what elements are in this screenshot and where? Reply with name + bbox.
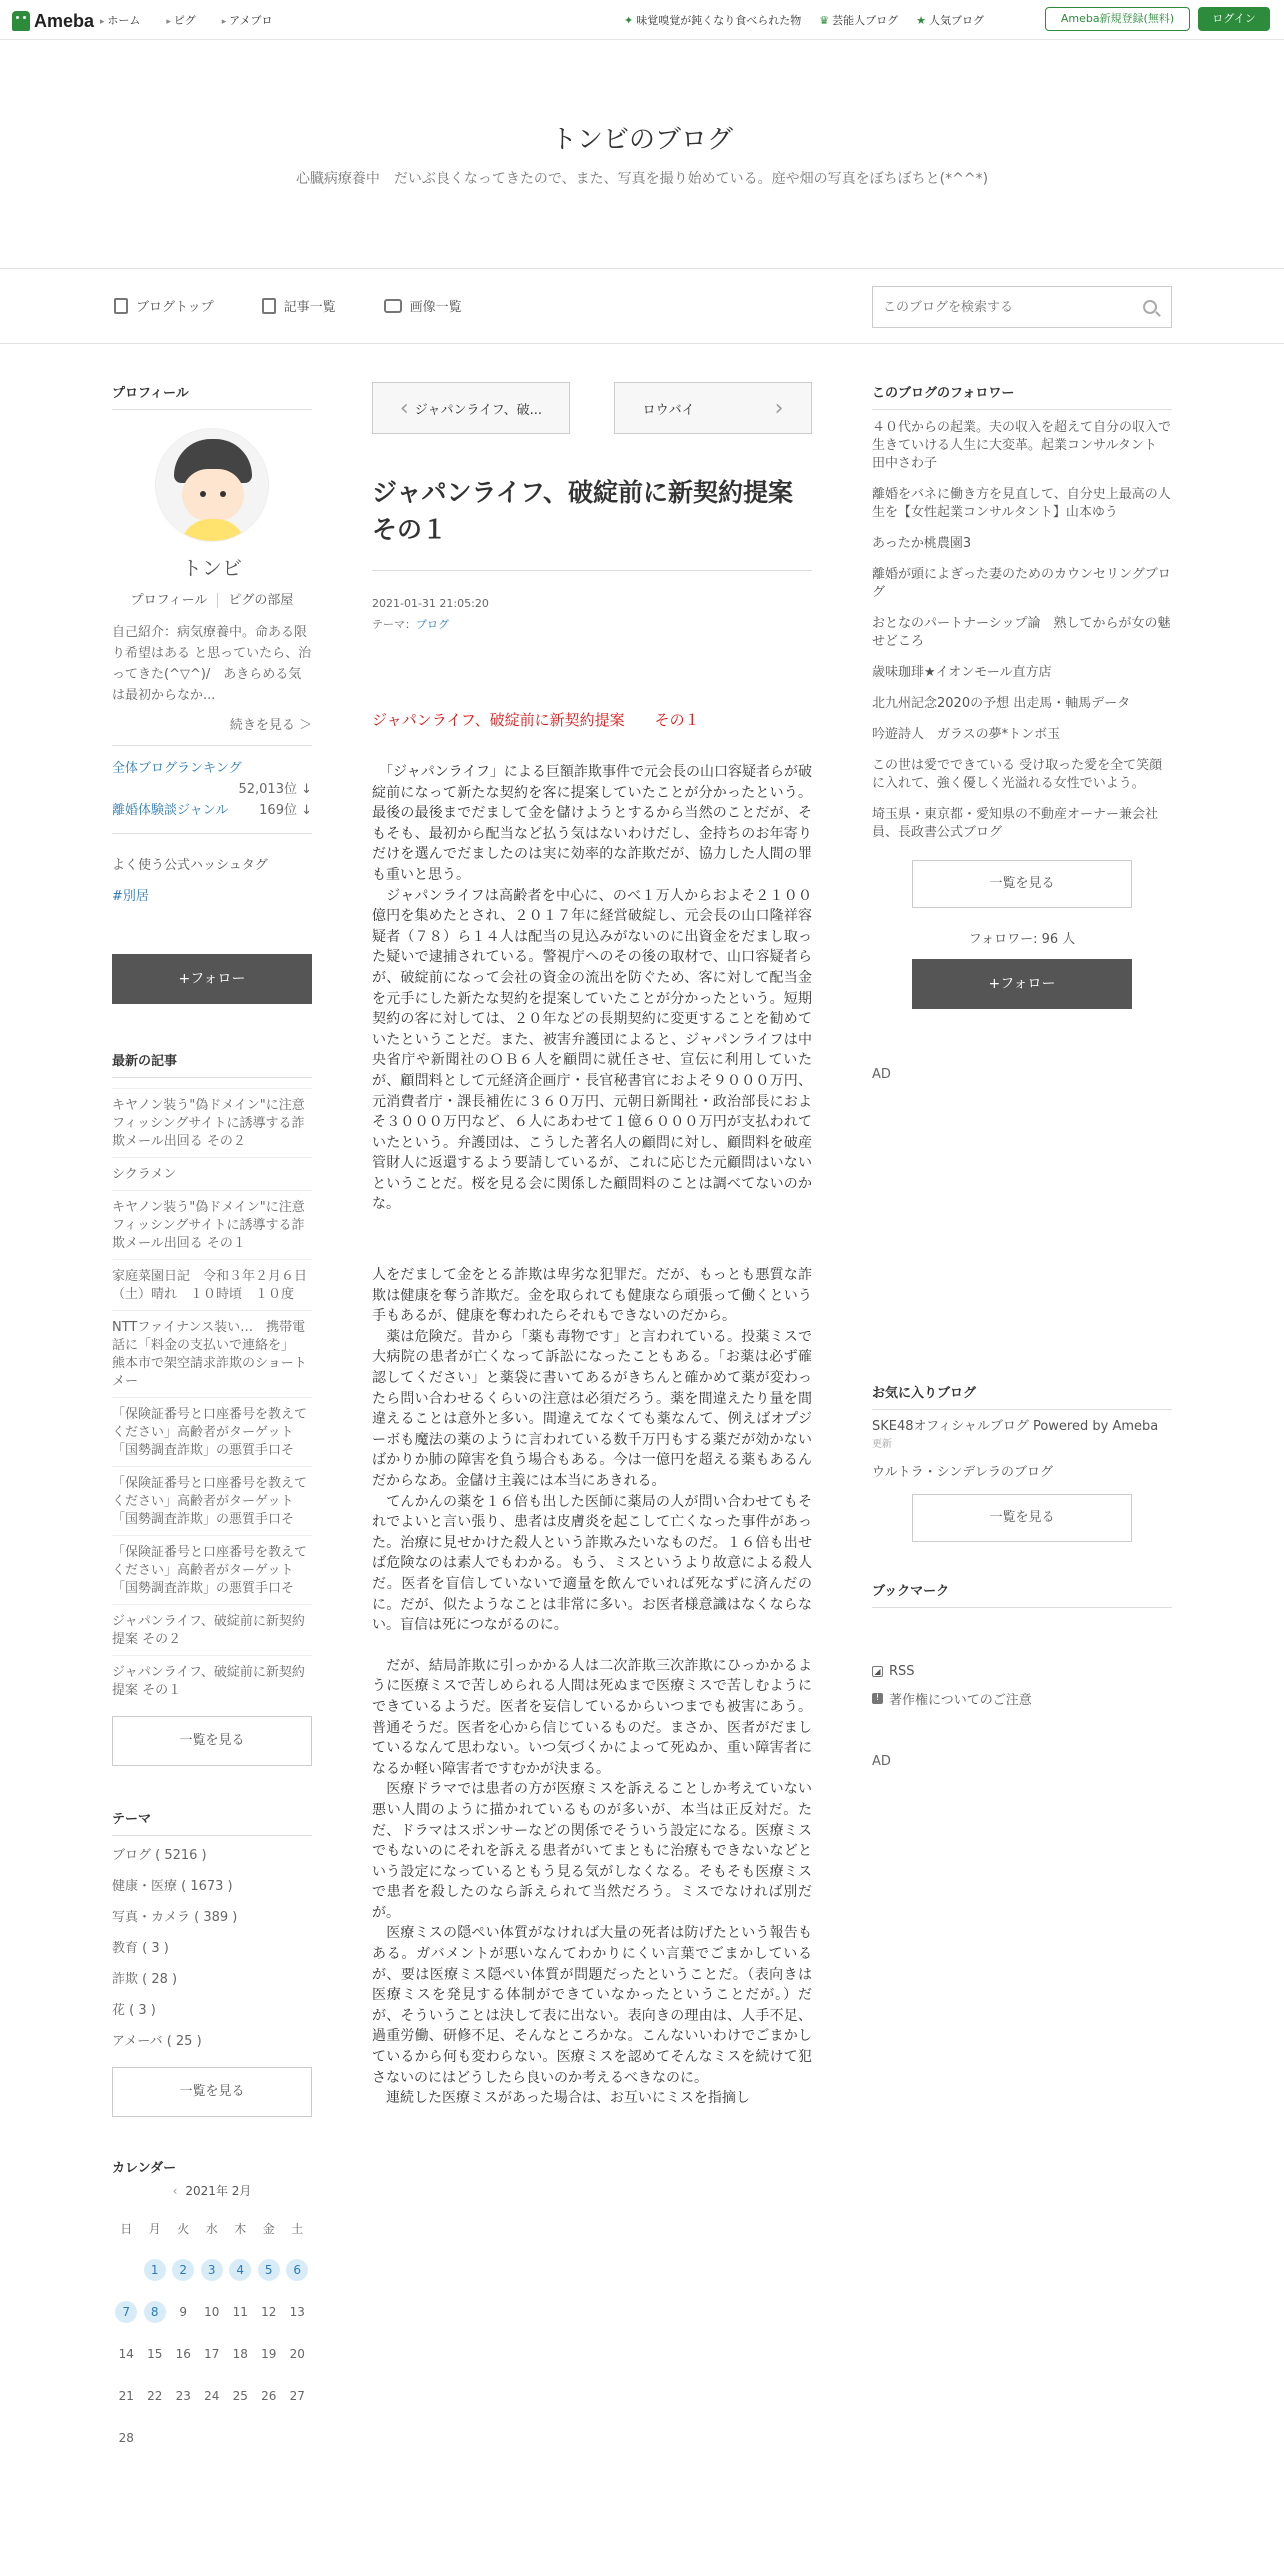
ameba-logo-text: Ameba [34,10,95,31]
main-content [372,382,812,2109]
calendar-weekday: 火 [177,2221,190,2236]
calendar-day[interactable] [283,2259,312,2281]
calendar-day [283,2305,312,2319]
calendar-day [169,2347,198,2361]
blog-description: 心臓病療養中 だいぶ良くなってきたので、また、写真を撮り始めている。庭や畑の写真をぼちぼちと(*^^*) [295,171,989,187]
calendar-day[interactable] [141,2301,170,2323]
left-sidebar [112,382,318,2459]
calendar-day-label: 2 [172,2259,194,2281]
article-theme-link[interactable]: ブログ [416,618,449,631]
calendar-day-label: 22 [147,2389,163,2403]
article-paragraph: 医療ドラマでは患者の方が医療ミスを訴えることしか考えていない悪い人間のように描かれているものが多いが、本当は正反対だ。ただ、ドラマはスポンサーなどの関係でそういう設定になる。医療ミスでもないのにそれを訴える患者がいてまともに治療もできないなどという設定になっているともう見る気がしなくなる。そもそも医療ミスで患者を殺したのなら訴えられて当然だろう。ミスでなければ別だが。 [372,1781,812,1921]
trend-link[interactable]: ✦ 味覚嗅覚が鈍くなり食べられた物 [624,14,802,27]
calendar-heading: カレンダー [112,2161,177,2176]
calendar-weekday: 水 [205,2221,218,2236]
overall-ranking-link[interactable]: 全体ブログランキング [112,761,242,776]
follower-link[interactable]: ４０代からの起業。夫の収入を超えて自分の収入で生きていける人生に大変革。起業コンサルタント 田中さわ子 [872,420,1172,471]
article-pager [372,382,812,434]
ranking [112,758,312,821]
calendar-day [198,2347,227,2361]
chevron-left-icon[interactable]: ‹ [172,2184,178,2198]
calendar-day [112,2389,141,2403]
tab-article-list[interactable]: 記事一覧 [262,296,336,315]
recent-articles [112,1088,318,1706]
calendar-day [169,2305,198,2319]
tab-image-list[interactable]: 画像一覧 [384,296,462,315]
register-button[interactable]: Ameba新規登録(無料) [1045,7,1190,31]
ad-label: AD [872,1754,891,1769]
follower-link[interactable]: 歳味珈琲★イオンモール直方店 [872,665,1052,680]
calendar-day[interactable] [169,2259,198,2281]
calendar-day-label: 19 [261,2347,277,2361]
chevron-left-icon: ‹ [399,395,409,421]
theme-link[interactable]: 詐欺 ( 28 ) [112,1972,178,1987]
calendar-day-label: 28 [118,2431,134,2445]
follower-link[interactable]: 埼玉県・東京都・愛知県の不動産オーナー兼会社員、長政書公式ブログ [872,807,1159,840]
follower-link[interactable]: あったか桃農園3 [872,536,972,551]
calendar-day-label: 21 [118,2389,134,2403]
search-icon[interactable] [1143,300,1157,314]
calendar-day-label: 11 [232,2305,248,2319]
copyright-link[interactable]: ! 著作権についてのご注意 [872,1689,1172,1708]
recent-article-link[interactable]: キヤノン装う"偽ドメイン"に注意 フィッシングサイトに誘導する詐欺メール出回る その１ [112,1190,312,1259]
theme-list-button[interactable]: 一覧を見る [112,2067,312,2117]
calendar-grid [112,2207,312,2459]
calendar-weekday: 月 [148,2221,161,2236]
calendar-day-label: 13 [289,2305,305,2319]
profile-heading: プロフィール [112,382,312,410]
ameba-logo[interactable] [12,10,94,32]
favorite-list [872,1410,1172,1482]
login-button[interactable]: ログイン [1198,7,1270,31]
theme-link[interactable]: アメーバ ( 25 ) [112,2034,202,2049]
header-links [624,12,984,28]
favorites-list-button[interactable]: 一覧を見る [912,1494,1132,1542]
calendar-week [112,2417,312,2459]
document-icon [114,298,128,314]
followers-list-button[interactable]: 一覧を見る [912,860,1132,908]
calendar-day-label: 24 [204,2389,220,2403]
article-paragraph: 医療ミスの隠ぺい体質がなければ大量の死者は防げたという報告もある。ガバメントが悪いなんてわかりにくい言葉でごまかしているが、要は医療ミス隠ぺい体質が問題だったということだ。（表向きは医療ミスを発見する体制ができていなかったということだが。）だが、そういうことは決して表に出ない。表向きの理由は、人手不足、過重労働、研修不足、そんなところかな。こんないいわけでごまかしているから何も変わらない。医療ミスを認めてそんなミスを続けて犯さないのにはどうしたら良いのか考えるべきなのに。 [372,1925,812,2086]
calendar-day-label: 9 [179,2305,188,2319]
favorites-heading: お気に入りブログ [872,1382,1172,1410]
blog-title[interactable]: トンビのブログ [550,125,733,155]
article-paragraph: 連続した医療ミスがあった場合は、お互いにミスを指摘し [372,2090,750,2107]
calendar-day [169,2389,198,2403]
followers-heading: このブログのフォロワー [872,382,1172,410]
follower-link[interactable]: おとなのパートナーシップ論 熟してからが女の魅せどころ [872,616,1171,649]
article-subheading: ジャパンライフ、破綻前に新契約提案 その１ [372,711,700,729]
recent-article-link[interactable]: シクラメン [112,1157,312,1190]
calendar-day [112,2431,141,2445]
calendar-day-label: 25 [232,2389,248,2403]
calendar-day [226,2389,255,2403]
calendar-week [112,2291,312,2333]
follower-list [872,412,1172,848]
theme-link[interactable]: ブログ ( 5216 ) [112,1848,207,1863]
calendar-weekday: 日 [120,2221,133,2236]
right-sidebar [872,382,1172,1769]
read-more-link[interactable]: 続きを見る ＞ [229,718,312,733]
calendar-day [198,2389,227,2403]
article-meta: 2021-01-31 21:05:20 テーマ：ブログ [372,593,812,635]
calendar-day[interactable] [112,2301,141,2323]
recent-article-link[interactable]: 「保険証番号と口座番号を教えてください」高齢者がターゲット「国勢調査詐欺」の悪質手口そ [112,1397,312,1466]
article-paragraph: だが、結局詐欺に引っかかる人は二次詐欺三次詐欺にひっかかるように医療ミスで苦しめられる人間は死ぬまで医療ミスで苦しむようにできているようだ。医者を妄信しているからいつまでも被害にあう。普通そうだ。医者を心から信じているものだ。まさか、医者がだましているなんて思わない。いつ気づくかによって死ぬか、重い障害者になるか軽い障害者ですむかが決まる。 [372,1657,812,1777]
article-body [372,762,812,2109]
camera-icon [384,299,402,313]
follower-link[interactable]: 吟遊詩人 ガラスの夢*トンボ玉 [872,727,1061,742]
profile-intro: 自己紹介：病気療養中。命ある限り希望はある と思っていたら、治ってきた(^▽^)/ あきらめる気は最初からなか... [112,625,312,703]
nav-ameblo[interactable]: ▸ アメブロ [222,12,273,28]
follower-link[interactable]: 離婚が頭によぎった妻のためのカウンセリングブログ [872,567,1171,600]
calendar-day-label: 7 [115,2301,137,2323]
warning-icon: ! [872,1693,883,1704]
genre-ranking [112,800,312,821]
recent-list-button[interactable]: 一覧を見る [112,1716,312,1766]
nav-pigg[interactable]: ▸ ピグ [166,12,195,28]
global-header [0,0,1284,40]
theme-heading: テーマ [112,1808,312,1836]
calendar-day[interactable] [141,2259,170,2281]
profile-link[interactable]: プロフィール [130,593,208,608]
follower-count: フォロワー: 96 人 [968,932,1076,947]
theme-list [112,1840,312,2057]
calendar-weekdays [112,2207,312,2249]
calendar-day-label: 8 [144,2301,166,2323]
calendar-day [112,2347,141,2361]
blog-search [872,286,1172,328]
calendar-day [226,2305,255,2319]
theme-link[interactable]: 教育 ( 3 ) [112,1941,169,1956]
article-paragraph: ジャパンライフは高齢者を中心に、のべ１万人からおよそ２１００億円を集めたとされ、２０１７年に経営破綻し、元会長の山口隆祥容疑者（７８）ら１４人は配当の見込みがないのに出資金をだまし取った疑いで逮捕されている。警視庁へのその後の取材で、山口容疑者らが、破綻前になって会社の資金の流出を防ぐため、客に対して配当金を元手にした新たな契約を提案していたことが分かったという。短期契約の客に対しては、２０年などの長期契約に変更することを勧めていたということだ。また、被害弁護団によると、ジャパンライフは中央省庁や新聞社のＯＢ６人を顧問に就任させ、宣伝に利用していたが、顧問料として元経済企画庁・長官秘書官におよそ９０００万円、元消費者庁・課長補佐に３６０万円、元朝日新聞社・政治部長におよそ３０００万円など、６人にあわせて１億６０００万円が支払われていたという。弁護団は、こうした著名人の顧問に対し、顧問料を破産管財人に返還するよう要請しているが、これに応じた元顧問はいないということだ。桜を見る会に関係した顧問料のことは調べてないのかな。 [372,887,812,1213]
favorite-blog-link[interactable]: ウルトラ・シンデレラのブログ [872,1465,1054,1480]
calendar-day-label: 23 [175,2389,191,2403]
prev-article-button[interactable]: ‹ ジャパンライフ、破... [372,382,570,434]
calendar-day-label: 16 [175,2347,191,2361]
star-icon: ★ [916,14,926,27]
recent-article-link[interactable]: 「保険証番号と口座番号を教えてください」高齢者がターゲット「国勢調査詐欺」の悪質手口そ [112,1466,312,1535]
calendar-day-label: 15 [147,2347,163,2361]
calendar-day-label: 27 [289,2389,305,2403]
updated-badge: 更新 [872,1439,892,1450]
pigg-room-link[interactable]: ピグの部屋 [217,593,303,608]
blog-header [0,41,1284,269]
ameba-logo-icon [12,11,30,31]
calendar-day[interactable] [255,2259,284,2281]
calendar-day-label: 5 [258,2259,280,2281]
calendar-day [255,2305,284,2319]
calendar-weekday: 金 [262,2221,275,2236]
calendar-day [141,2389,170,2403]
chevron-right-icon: › [774,395,784,421]
calendar-day-label: 20 [289,2347,305,2361]
recent-article-link[interactable]: 「保険証番号と口座番号を教えてください」高齢者がターゲット「国勢調査詐欺」の悪質手口そ [112,1535,312,1604]
calendar-day-label: 6 [286,2259,308,2281]
calendar-day-label: 12 [261,2305,277,2319]
article-datetime: 2021-01-31 21:05:20 [372,597,489,610]
avatar[interactable] [155,428,269,542]
rss-icon: ◢ [872,1666,883,1677]
celebrity-blog-link[interactable]: ♛ 芸能人ブログ [819,14,899,27]
blog-nav [0,270,1284,344]
calendar-day-label: 14 [118,2347,134,2361]
copy-icon [262,298,276,314]
calendar-day-label: 26 [261,2389,277,2403]
calendar-day [255,2389,284,2403]
rss-link[interactable]: ◢ RSS [872,1664,1172,1679]
recent-article-link[interactable]: 家庭菜園日記 令和３年２月６日（土）晴れ １０時頃 １０度 [112,1259,312,1310]
hashtag-heading: よく使う公式ハッシュタグ [112,858,268,873]
calendar-day-label: 18 [232,2347,248,2361]
article-paragraph: 人をだまして金をとる詐欺は卑劣な犯罪だ。だが、もっとも悪質な詐欺は健康を奪う詐欺だ。金を取られても健康なら頑張って働くという手もあるが、健康を奪われたらそれもできないのだから。 [372,1267,812,1325]
hashtag-link[interactable]: #別居 [112,889,149,904]
calendar-weekday: 土 [291,2221,304,2236]
follow-button[interactable]: +フォロー [112,954,312,1004]
calendar-day[interactable] [226,2259,255,2281]
theme-link[interactable]: 写真・カメラ ( 389 ) [112,1910,238,1925]
calendar-day [198,2305,227,2319]
recent-article-link[interactable]: NTTファイナンス装い… 携帯電話に「料金の支払いで連絡を」 熊本市で架空請求詐欺のショートメー [112,1310,312,1397]
recent-heading: 最新の記事 [112,1050,312,1078]
genre-ranking-value: 169位 ↓ [259,803,312,818]
calendar-day [283,2389,312,2403]
article-paragraph: 「ジャパンライフ」による巨額詐欺事件で元会長の山口容疑者らが破綻前になって新たな契約を客に提案していたことが分かったという。最後の最後までだまして金を儲けようとするから当然のことだが、そもそも、最初から配当など払う気はないわけだし、金持ちのお年寄りだけを選んでだましたのは実に効率的な詐欺だが、協力した人間の罪も重いと思う。 [372,764,812,883]
calendar-day-label: 3 [201,2259,223,2281]
favorite-blog-link[interactable]: SKE48オフィシャルブログ Powered by Ameba 更新 [872,1410,1172,1454]
calendar-weekday: 木 [234,2221,247,2236]
search-input[interactable] [873,287,1123,327]
article-title: ジャパンライフ、破綻前に新契約提案 その１ [372,478,794,544]
popular-blog-link[interactable]: ★ 人気ブログ [916,14,984,27]
overall-ranking-value: 52,013位 ↓ [238,782,312,797]
crown-icon: ♛ [819,14,830,27]
nav-home[interactable]: ▸ ホーム [100,12,140,28]
recent-article-link[interactable]: ジャパンライフ、破綻前に新契約提案 その２ [112,1604,312,1655]
calendar-day-label: 4 [229,2259,251,2281]
theme-link[interactable]: 健康・医療 ( 1673 ) [112,1879,233,1894]
global-nav [100,12,273,28]
theme-link[interactable]: 花 ( 3 ) [112,2003,156,2018]
next-article-button[interactable]: ロウバイ › [614,382,812,434]
genre-ranking-link[interactable]: 離婚体験談ジャンル [112,803,229,818]
calendar-week [112,2333,312,2375]
recent-article-link[interactable]: ジャパンライフ、破綻前に新契約提案 その１ [112,1655,312,1706]
profile-name: トンビ [182,556,242,580]
calendar-day-label: 10 [204,2305,220,2319]
calendar-week [112,2375,312,2417]
calendar-month: ‹ 2021年 2月 [172,2184,252,2198]
sparkle-icon: ✦ [624,14,634,27]
tab-blog-top[interactable]: ブログトップ [114,296,214,315]
calendar-day [141,2347,170,2361]
calendar-day[interactable] [198,2259,227,2281]
calendar-day-label: 17 [204,2347,220,2361]
calendar-day [283,2347,312,2361]
calendar-week [112,2249,312,2291]
follow-button[interactable]: +フォロー [912,959,1132,1009]
follower-link[interactable]: この世は愛でできている 受け取った愛を全て笑顔に入れて、強く優しく光溢れる女性でいよう。 [872,758,1163,791]
follower-link[interactable]: 北九州記念2020の予想 出走馬・軸馬データ [872,696,1131,711]
follower-link[interactable]: 離婚をバネに働き方を見直して、自分史上最高の人生を【女性起業コンサルタント】山本ゆう [872,487,1171,520]
recent-article-link[interactable]: キヤノン装う"偽ドメイン"に注意 フィッシングサイトに誘導する詐欺メール出回る その２ [112,1088,312,1157]
ad-label: AD [872,1067,891,1082]
article-paragraph: 薬は危険だ。昔から「薬も毒物です」と言われている。投薬ミスで大病院の患者が亡くなって訴訟になったこともある。「お薬は必ず確認してください」と薬袋に書いてあるがきちんと確かめて薬が変わったら問い合わせるくらいの注意は必須だろう。薬を間違えたり量を間違えることは意外と多い。間違えてなくても薬なんて、例えばオプジーボも魔法の薬のように言われている数千万円もする薬だが効かないばかりか肺の障害を負う場合もある。今は一億円を超える薬もあるんだからなあ。金儲け主義には本当にあきれる。 [372,1328,812,1489]
calendar-day-label: 1 [144,2259,166,2281]
calendar-day [255,2347,284,2361]
bookmark-heading: ブックマーク [872,1580,1172,1608]
article-paragraph: てんかんの薬を１６倍も出した医師に薬局の人が問い合わせてもそれでよいと言い張り、患者は皮膚炎を起こして亡くなった事件があった。治療に見せかけた殺人という詐欺みたいなものだ。１６倍も出せば危険なのは素人でもわかる。もう、ミスというより故意による殺人だ。医者を盲信していないで適量を飲んでいれば死なずに済んだのに。だが、似たようなことは非常に多い。お医者様意識はなくならない。盲信は死につながるのに。 [372,1493,812,1634]
calendar-day [226,2347,255,2361]
